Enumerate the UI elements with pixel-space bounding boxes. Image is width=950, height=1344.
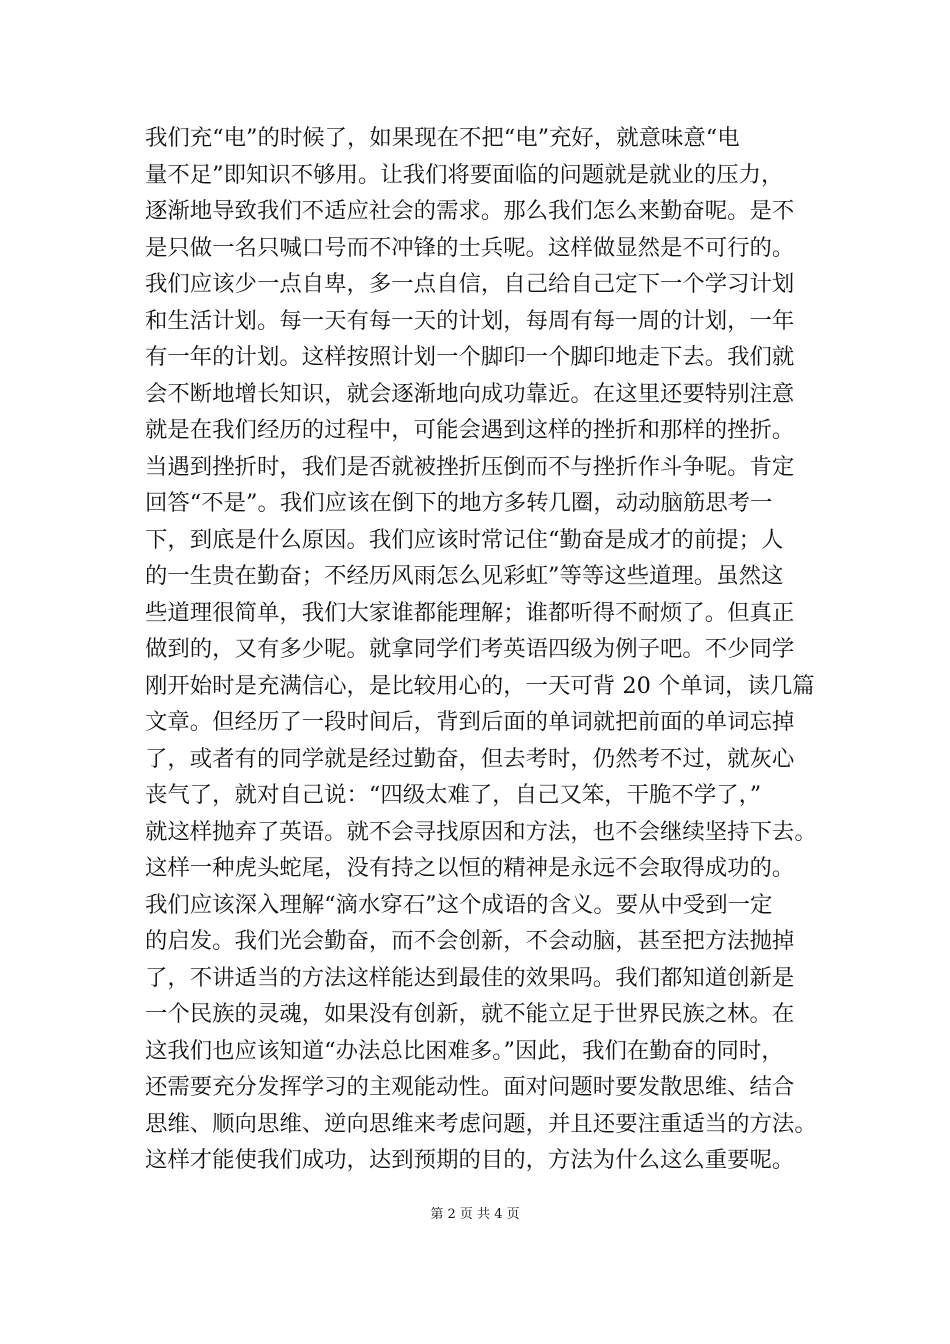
text-line: 有一年的计划。这样按照计划一个脚印一个脚印地走下去。我们就 [145,344,795,370]
text-line: 下，到底是什么原因。我们应该时常记住“勤奋是成才的前提；人 [145,526,784,553]
text-line: 还需要充分发挥学习的主观能动性。面对问题时要发散思维、结合 [145,1074,795,1100]
text-line: 回答“不是”。我们应该在倒下的地方多转几圈，动动脑筋思考一 [145,490,773,516]
text-line: 会不断地增长知识，就会逐渐地向成功靠近。在这里还要特别注意 [145,380,795,407]
text-line: 刚开始时是充满信心，是比较用心的，一天可背 20 个单词，读几篇 [145,672,815,699]
text-line: 就是在我们经历的过程中，可能会遇到这样的挫折和那样的挫折。 [145,417,795,443]
text-line: 我们充“电”的时候了，如果现在不把“电”充好，就意味意“电 [145,125,740,151]
text-line: 这样一种虎头蛇尾，没有持之以恒的精神是永远不会取得成功的。 [145,855,795,881]
page-number-label: 第 2 页 共 4 页 [430,1207,520,1222]
text-line: 当遇到挫折时，我们是否就被挫折压倒而不与挫折作斗争呢。肯定 [145,453,795,480]
text-line: 和生活计划。每一天有每一天的计划，每周有每一周的计划，一年 [145,307,795,334]
text-line: 是只做一名只喊口号而不冲锋的士兵呢。这样做显然是不可行的。 [145,234,795,261]
text-line: 文章。但经历了一段时间后，背到后面的单词就把前面的单词忘掉 [145,709,795,735]
text-line: 丧气了，就对自己说：“四级太难了，自己又笨，干脆不学了，” [145,782,762,808]
page-footer [0,1203,950,1222]
text-line: 我们应该少一点自卑，多一点自信，自己给自己定下一个学习计划 [145,271,795,297]
text-line: 这我们也应该知道“办法总比困难多。”因此，我们在勤奋的同时， [145,1037,784,1064]
text-line: 逐渐地导致我们不适应社会的需求。那么我们怎么来勤奋呢。是不 [145,198,795,224]
text-line: 了，不讲适当的方法这样能达到最佳的效果吗。我们都知道创新是 [145,964,795,991]
text-line: 做到的，又有多少呢。就拿同学们考英语四级为例子吧。不少同学 [145,636,795,662]
text-line: 些道理很简单，我们大家谁都能理解；谁都听得不耐烦了。但真正 [145,599,795,626]
body-text [145,120,825,1179]
text-line: 就这样抛弃了英语。就不会寻找原因和方法，也不会继续坚持下去。 [145,818,817,845]
text-line: 量不足”即知识不够用。让我们将要面临的问题就是就业的压力， [145,161,784,188]
text-line: 思维、顺向思维、逆向思维来考虑问题，并且还要注重适当的方法。 [145,1110,817,1137]
text-line: 了，或者有的同学就是经过勤奋，但去考时，仍然考不过，就灰心 [145,745,795,772]
text-line: 的一生贵在勤奋；不经历风雨怎么见彩虹”等等这些道理。虽然这 [145,563,784,589]
text-line: 一个民族的灵魂，如果没有创新，就不能立足于世界民族之林。在 [145,1001,795,1027]
text-line: 我们应该深入理解“滴水穿石”这个成语的含义。要从中受到一定 [145,891,773,918]
text-line: 的启发。我们光会勤奋，而不会创新，不会动脑，甚至把方法抛掉 [145,928,795,954]
text-line: 这样才能使我们成功，达到预期的目的，方法为什么这么重要呢。 [145,1147,795,1173]
